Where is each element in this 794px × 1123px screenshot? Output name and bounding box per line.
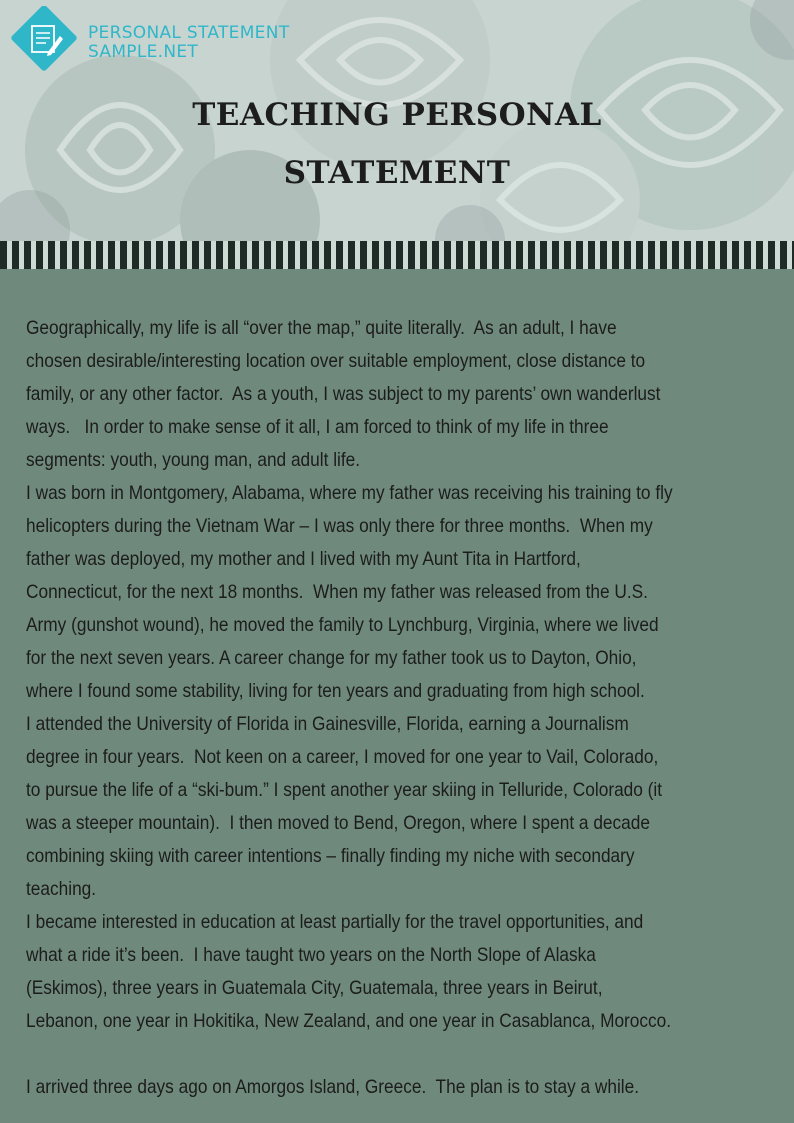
body-line: I attended the University of Florida in Gainesville, Florida, earning a Journalism <box>26 714 629 735</box>
body-line: family, or any other factor. As a youth, I was subject to my parents’ own wanderlust <box>26 384 661 405</box>
body-line: I arrived three days ago on Amorgos Island, Greece. The plan is to stay a while. <box>26 1077 640 1098</box>
body-line: Connecticut, for the next 18 months. When my father was released from the U.S. <box>26 582 648 603</box>
body-line: Army (gunshot wound), he moved the family to Lynchburg, Virginia, where we lived <box>26 615 659 636</box>
striped-divider <box>0 241 794 273</box>
body-line: what a ride it’s been. I have taught two years on the North Slope of Alaska <box>26 945 596 966</box>
statement-body <box>26 312 776 1104</box>
document-pen-icon <box>8 6 80 78</box>
page-title <box>97 86 697 202</box>
body-line: segments: youth, young man, and adult life. <box>26 450 361 471</box>
brand-name-line1: PERSONAL STATEMENT <box>88 23 290 43</box>
body-line: helicopters during the Vietnam War – I was only there for three months. When my <box>26 516 653 537</box>
body-line: was a steeper mountain). I then moved to Bend, Oregon, where I spent a decade <box>26 813 650 834</box>
body-line: I was born in Montgomery, Alabama, where my father was receiving his training to fly <box>26 483 673 504</box>
page-title-line2: STATEMENT <box>283 155 511 191</box>
body-line: for the next seven years. A career change for my father took us to Dayton, Ohio, <box>26 648 637 669</box>
body-line: I became interested in education at least partially for the travel opportunities, and <box>26 912 644 933</box>
brand-logo[interactable] <box>8 6 298 76</box>
paragraph-gap <box>26 1038 776 1071</box>
body-line: Lebanon, one year in Hokitika, New Zealand, and one year in Casablanca, Morocco. <box>26 1011 672 1032</box>
brand-name-line2: SAMPLE.NET <box>88 42 199 62</box>
header-banner <box>0 0 794 242</box>
body-line: teaching. <box>26 879 97 900</box>
page-title-line1: TEACHING PERSONAL <box>192 97 602 133</box>
body-line: ways. In order to make sense of it all, I am forced to think of my life in three <box>26 417 609 438</box>
body-line: father was deployed, my mother and I lived with my Aunt Tita in Hartford, <box>26 549 581 570</box>
body-line: combining skiing with career intentions – finally finding my niche with secondary <box>26 846 635 867</box>
body-line: degree in four years. Not keen on a career, I moved for one year to Vail, Colorado, <box>26 747 659 768</box>
body-line: to pursue the life of a “ski-bum.” I spent another year skiing in Telluride, Colorado (it <box>26 780 663 801</box>
body-line: where I found some stability, living for ten years and graduating from high school. <box>26 681 645 702</box>
body-line: chosen desirable/interesting location over suitable employment, close distance to <box>26 351 646 372</box>
body-line: (Eskimos), three years in Guatemala City, Guatemala, three years in Beirut, <box>26 978 603 999</box>
body-line: Geographically, my life is all “over the map,” quite literally. As an adult, I have <box>26 318 617 339</box>
